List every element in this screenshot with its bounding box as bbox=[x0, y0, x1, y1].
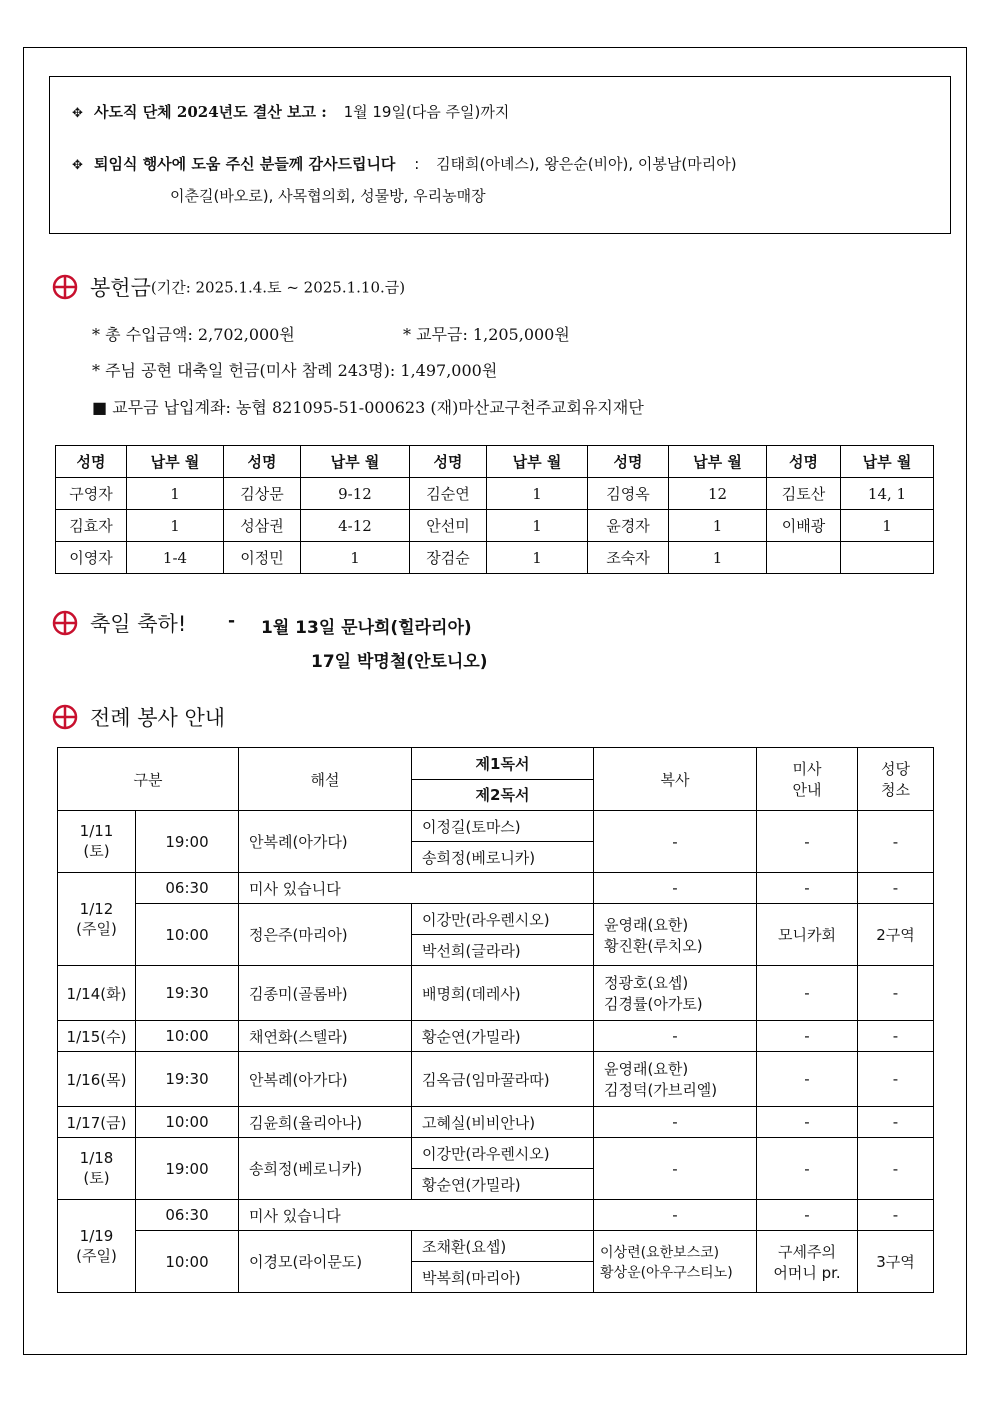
date-cell bbox=[58, 811, 136, 873]
liturgy-table bbox=[57, 747, 934, 1293]
name-cell: 윤경자 bbox=[588, 510, 669, 542]
header-cell: 성명 bbox=[588, 446, 669, 478]
date-cell: 1/16(목) bbox=[58, 1052, 136, 1107]
server-line1: 정광호(요셉) bbox=[604, 974, 689, 992]
server-cell: - bbox=[594, 811, 757, 873]
reader2-cell: 박선희(글라라) bbox=[412, 935, 594, 966]
time-cell: 10:00 bbox=[136, 904, 239, 966]
header-cell: 성명 bbox=[767, 446, 841, 478]
birthday-dash: - bbox=[228, 611, 236, 631]
offering-period: (기간: 2025.1.4.토 ~ 2025.1.10.금) bbox=[150, 278, 406, 297]
cross-circle-icon bbox=[52, 704, 78, 730]
payments-header-row bbox=[56, 446, 934, 478]
offering-total-income: * 총 수입금액: 2,702,000원 bbox=[92, 325, 295, 344]
month-cell: 12 bbox=[669, 478, 767, 510]
usher-cell: - bbox=[757, 1200, 858, 1231]
date-line1: 1/19 bbox=[79, 1226, 114, 1245]
usher-cell bbox=[757, 1231, 858, 1293]
reader1-cell: 이강만(라우렌시오) bbox=[412, 904, 594, 935]
time-cell: 06:30 bbox=[136, 873, 239, 904]
reader1-cell: 배명희(데레사) bbox=[412, 966, 594, 1021]
commentary-cell: 김윤희(율리아나) bbox=[239, 1107, 412, 1138]
clean-cell: 2구역 bbox=[858, 904, 934, 966]
reader2-cell: 박복희(마리아) bbox=[412, 1262, 594, 1293]
commentary-cell: 이경모(라이문도) bbox=[239, 1231, 412, 1293]
clean-cell: - bbox=[858, 873, 934, 904]
name-cell: 안선미 bbox=[410, 510, 487, 542]
name-cell: 김토산 bbox=[767, 478, 841, 510]
month-cell: 14, 1 bbox=[841, 478, 934, 510]
header-cell: 납부 월 bbox=[841, 446, 934, 478]
usher-cell: - bbox=[757, 966, 858, 1021]
server-cell: - bbox=[594, 1021, 757, 1052]
header-cell: 성명 bbox=[410, 446, 487, 478]
usher-line1: 구세주의 bbox=[778, 1242, 836, 1261]
month-cell: 1 bbox=[301, 542, 410, 574]
name-cell: 조숙자 bbox=[588, 542, 669, 574]
table-row bbox=[56, 478, 934, 510]
liturgy-title: 전례 봉사 안내 bbox=[90, 706, 226, 730]
month-cell: 1 bbox=[669, 542, 767, 574]
clean-cell: - bbox=[858, 811, 934, 873]
name-cell: 김영옥 bbox=[588, 478, 669, 510]
offering-heading bbox=[52, 272, 405, 302]
month-cell: 1 bbox=[487, 478, 588, 510]
reader2-cell: 황순연(가밀라) bbox=[412, 1169, 594, 1200]
offering-account: ■ 교무금 납입계좌: 농협 821095-51-000623 (재)마산교구천주교회유지재단 bbox=[92, 398, 644, 417]
date-cell bbox=[58, 1138, 136, 1200]
clean-cell: - bbox=[858, 966, 934, 1021]
reader1-cell: 황순연(가밀라) bbox=[412, 1021, 594, 1052]
mass-note-cell: 미사 있습니다 bbox=[239, 873, 594, 904]
clean-cell: - bbox=[858, 1200, 934, 1231]
name-cell: 이배광 bbox=[767, 510, 841, 542]
notice-value: 1월 19일(다음 주일)까지 bbox=[343, 103, 510, 121]
server-cell: - bbox=[594, 1200, 757, 1231]
time-cell: 19:00 bbox=[136, 1138, 239, 1200]
header-cell: 납부 월 bbox=[487, 446, 588, 478]
table-row bbox=[58, 1138, 934, 1169]
header-commentary: 해설 bbox=[239, 748, 412, 811]
reader1-cell: 조채환(요셉) bbox=[412, 1231, 594, 1262]
date-line1: 1/18 bbox=[79, 1149, 114, 1167]
header-cell: 성명 bbox=[224, 446, 301, 478]
server-cell: - bbox=[594, 873, 757, 904]
header-cell: 납부 월 bbox=[127, 446, 224, 478]
notice-colon: : bbox=[414, 155, 420, 173]
time-cell: 19:30 bbox=[136, 966, 239, 1021]
server-cell: - bbox=[594, 1107, 757, 1138]
liturgy-header-row bbox=[58, 748, 934, 780]
table-row bbox=[58, 873, 934, 904]
notice-label: 사도직 단체 2024년도 결산 보고 : bbox=[94, 103, 327, 121]
reader2-cell: 송희정(베로니카) bbox=[412, 842, 594, 873]
notice-item-thanks bbox=[72, 153, 737, 174]
date-cell: 1/17(금) bbox=[58, 1107, 136, 1138]
reader1-cell: 이정길(토마스) bbox=[412, 811, 594, 842]
table-row bbox=[58, 904, 934, 935]
reader1-cell: 고혜실(비비안나) bbox=[412, 1107, 594, 1138]
commentary-cell: 김종미(골롬바) bbox=[239, 966, 412, 1021]
name-cell: 성삼권 bbox=[224, 510, 301, 542]
header-cell: 성명 bbox=[56, 446, 127, 478]
server-cell bbox=[594, 1052, 757, 1107]
time-cell: 10:00 bbox=[136, 1021, 239, 1052]
date-cell bbox=[58, 873, 136, 966]
header-usher-line2: 안내 bbox=[792, 781, 822, 799]
header-reader1: 제1독서 bbox=[412, 748, 594, 780]
offering-diocese-fee: * 교무금: 1,205,000원 bbox=[403, 325, 570, 344]
table-row bbox=[58, 1200, 934, 1231]
name-cell: 김효자 bbox=[56, 510, 127, 542]
clean-cell: - bbox=[858, 1107, 934, 1138]
liturgy-heading bbox=[52, 702, 225, 732]
commentary-cell: 안복례(아가다) bbox=[239, 811, 412, 873]
date-line1: 1/12 bbox=[79, 899, 114, 918]
name-cell: 이정민 bbox=[224, 542, 301, 574]
header-usher-line1: 미사 bbox=[792, 760, 822, 778]
reader1-cell: 이강만(라우렌시오) bbox=[412, 1138, 594, 1169]
header-clean-line2: 청소 bbox=[881, 781, 910, 799]
usher-cell: - bbox=[757, 873, 858, 904]
table-row bbox=[56, 542, 934, 574]
usher-cell: - bbox=[757, 1021, 858, 1052]
notice-value-line2: 이춘길(바오로), 사목협의회, 성물방, 우리농매장 bbox=[170, 187, 486, 205]
month-cell: 4-12 bbox=[301, 510, 410, 542]
name-cell bbox=[767, 542, 841, 574]
usher-cell: - bbox=[757, 811, 858, 873]
reader1-cell: 김옥금(임마꿀라따) bbox=[412, 1052, 594, 1107]
birthday-title: 축일 축하! bbox=[90, 612, 187, 636]
table-row bbox=[58, 1021, 934, 1052]
offering-feast: * 주님 공현 대축일 헌금(미사 참례 243명): 1,497,000원 bbox=[92, 361, 498, 380]
diamond-bullet-icon: ✥ bbox=[72, 158, 83, 173]
usher-cell: - bbox=[757, 1052, 858, 1107]
month-cell: 1 bbox=[127, 510, 224, 542]
table-row bbox=[56, 510, 934, 542]
date-line1: 1/11 bbox=[79, 822, 114, 840]
server-line2: 황진환(루치오) bbox=[604, 936, 703, 955]
header-server: 복사 bbox=[594, 748, 757, 811]
server-cell: - bbox=[594, 1138, 757, 1200]
header-clean-line1: 성당 bbox=[881, 760, 910, 778]
commentary-cell: 정은주(마리아) bbox=[239, 904, 412, 966]
header-cell: 납부 월 bbox=[669, 446, 767, 478]
month-cell: 1 bbox=[669, 510, 767, 542]
table-row bbox=[58, 966, 934, 1021]
month-cell: 1 bbox=[487, 542, 588, 574]
header-reader2: 제2독서 bbox=[412, 779, 594, 811]
cross-circle-icon bbox=[52, 274, 78, 300]
birthday-heading bbox=[52, 608, 186, 638]
date-line2: (주일) bbox=[76, 919, 117, 938]
month-cell: 1 bbox=[841, 510, 934, 542]
month-cell: 1-4 bbox=[127, 542, 224, 574]
table-row bbox=[58, 1052, 934, 1107]
month-cell bbox=[841, 542, 934, 574]
usher-cell: - bbox=[757, 1138, 858, 1200]
mass-note-cell: 미사 있습니다 bbox=[239, 1200, 594, 1231]
clean-cell: - bbox=[858, 1021, 934, 1052]
server-line2: 김정덕(가브리엘) bbox=[604, 1081, 718, 1099]
notice-item-settlement bbox=[72, 101, 509, 122]
date-cell: 1/15(수) bbox=[58, 1021, 136, 1052]
date-cell: 1/14(화) bbox=[58, 966, 136, 1021]
usher-line2: 어머니 pr. bbox=[773, 1263, 841, 1282]
header-clean bbox=[858, 748, 934, 811]
notice-box bbox=[49, 76, 951, 234]
commentary-cell: 안복례(아가다) bbox=[239, 1052, 412, 1107]
diamond-bullet-icon: ✥ bbox=[72, 106, 83, 121]
month-cell: 9-12 bbox=[301, 478, 410, 510]
table-row bbox=[58, 1107, 934, 1138]
server-line1: 윤영래(요한) bbox=[604, 915, 689, 934]
date-line2: (토) bbox=[83, 1169, 110, 1187]
notice-label: 퇴임식 행사에 도움 주신 분들께 감사드립니다 bbox=[94, 155, 396, 173]
cross-circle-icon bbox=[52, 610, 78, 636]
table-row bbox=[58, 1231, 934, 1262]
clean-cell: - bbox=[858, 1138, 934, 1200]
usher-cell: 모니카회 bbox=[757, 904, 858, 966]
commentary-cell: 송희정(베로니카) bbox=[239, 1138, 412, 1200]
server-line1: 이상련(요한보스코) bbox=[600, 1244, 720, 1261]
month-cell: 1 bbox=[487, 510, 588, 542]
server-line1: 윤영래(요한) bbox=[604, 1060, 689, 1078]
server-cell bbox=[594, 1231, 757, 1293]
time-cell: 06:30 bbox=[136, 1200, 239, 1231]
header-usher bbox=[757, 748, 858, 811]
usher-cell: - bbox=[757, 1107, 858, 1138]
date-line2: (토) bbox=[83, 842, 110, 860]
time-cell: 10:00 bbox=[136, 1107, 239, 1138]
name-cell: 장검순 bbox=[410, 542, 487, 574]
offering-title: 봉헌금 bbox=[90, 276, 151, 300]
birthday-line1: 1월 13일 문나희(힐라리아) bbox=[261, 618, 472, 638]
notice-value: 김태희(아녜스), 왕은순(비아), 이봉남(마리아) bbox=[436, 155, 737, 173]
month-cell: 1 bbox=[127, 478, 224, 510]
date-cell bbox=[58, 1200, 136, 1293]
time-cell: 10:00 bbox=[136, 1231, 239, 1293]
birthday-line2: 17일 박명철(안토니오) bbox=[311, 652, 488, 672]
server-line2: 김경률(아가토) bbox=[604, 995, 703, 1013]
name-cell: 구영자 bbox=[56, 478, 127, 510]
table-row bbox=[58, 811, 934, 842]
name-cell: 김상문 bbox=[224, 478, 301, 510]
server-line2: 황상운(아우구스티노) bbox=[600, 1264, 733, 1281]
clean-cell: - bbox=[858, 1052, 934, 1107]
name-cell: 김순연 bbox=[410, 478, 487, 510]
payments-table bbox=[55, 445, 934, 574]
server-cell bbox=[594, 904, 757, 966]
time-cell: 19:30 bbox=[136, 1052, 239, 1107]
header-cell: 납부 월 bbox=[301, 446, 410, 478]
commentary-cell: 채연화(스텔라) bbox=[239, 1021, 412, 1052]
name-cell: 이영자 bbox=[56, 542, 127, 574]
time-cell: 19:00 bbox=[136, 811, 239, 873]
date-line2: (주일) bbox=[76, 1246, 117, 1265]
header-category: 구분 bbox=[58, 748, 239, 811]
clean-cell: 3구역 bbox=[858, 1231, 934, 1293]
server-cell bbox=[594, 966, 757, 1021]
